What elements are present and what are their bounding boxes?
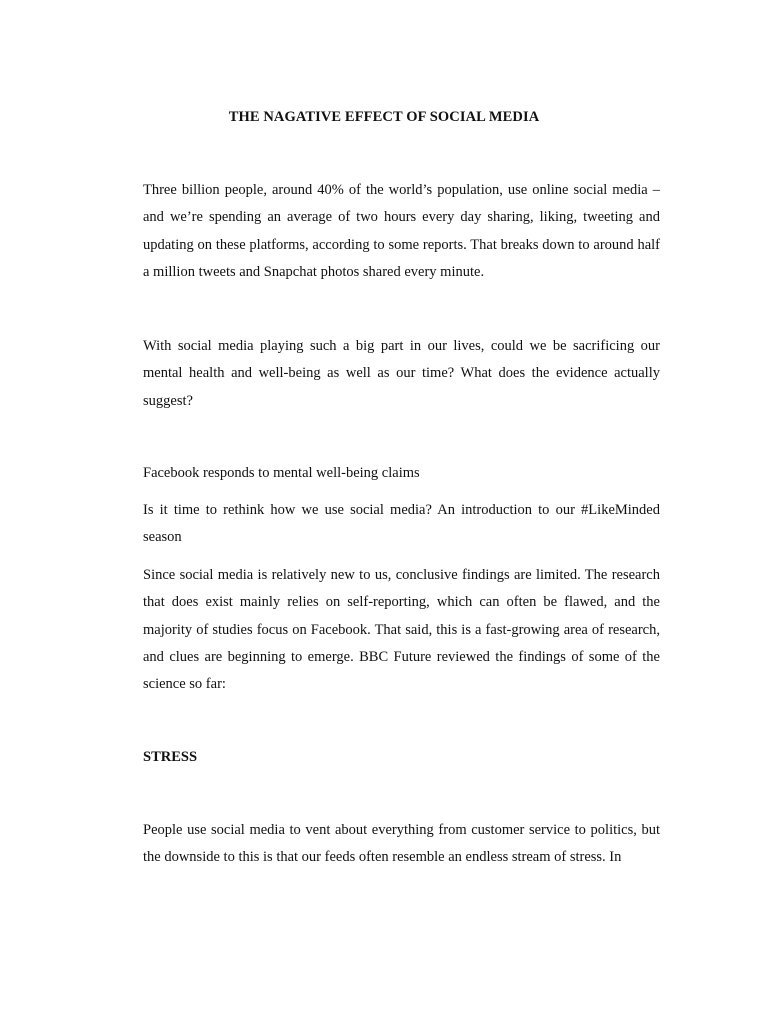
- paragraph-mental-health-question: With social media playing such a big part in our lives, could we be sacrificing our mental health and well-being as well as our time? What does the evidence actually suggest?: [143, 338, 660, 409]
- paragraph-rethink: Is it time to rethink how we use social media? An introduction to our #LikeMinded season: [143, 502, 660, 546]
- paragraph-facebook-responds: Facebook responds to mental well-being claims: [143, 465, 420, 481]
- section-heading-stress: STRESS: [143, 749, 198, 765]
- paragraph-findings: Since social media is relatively new to us, conclusive findings are limited. The research that does exist mainly relies on self-reporting, which can often be flawed, and the majority of studies focus on Facebook. That said, this is a fast-growing area of research, and clues are beginning to emerge. BBC Future reviewed the findings of some of the science so far:: [143, 567, 660, 693]
- document-title: THE NAGATIVE EFFECT OF SOCIAL MEDIA: [228, 109, 540, 125]
- paragraph-stress: People use social media to vent about everything from customer service to politics, but the downside to this is that our feeds often resemble an endless stream of stress. In: [143, 822, 660, 866]
- paragraph-intro: Three billion people, around 40% of the world’s population, use online social media – and we’re spending an average of two hours every day sharing, liking, tweeting and updating on these platforms, according to some reports. That breaks down to around half a million tweets and Snapchat photos shared every minute.: [143, 182, 660, 280]
